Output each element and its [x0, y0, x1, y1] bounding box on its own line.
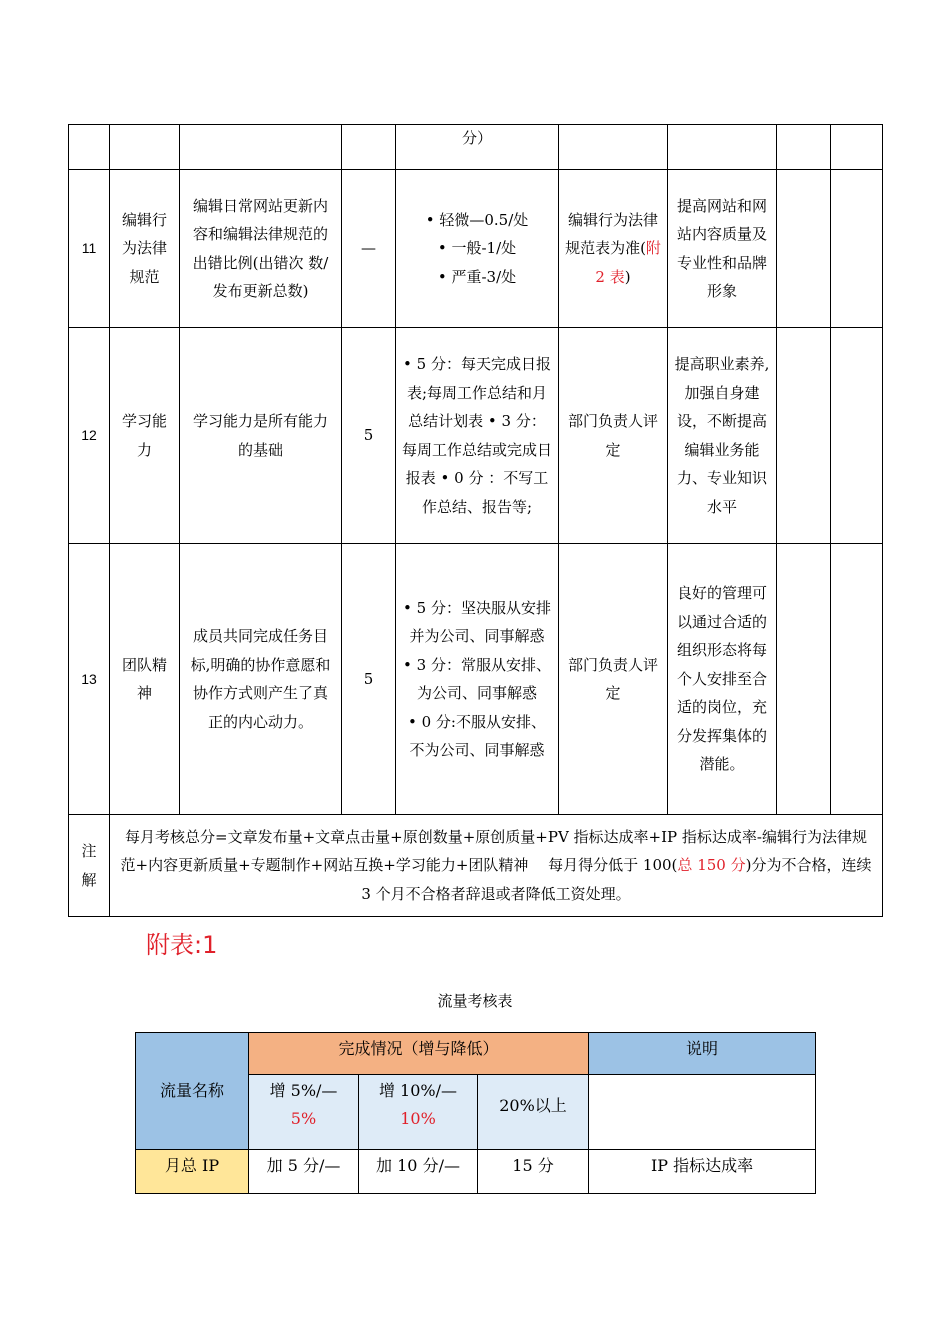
- header-traffic-name: 流量名称: [136, 1033, 249, 1150]
- standard-cell: • 5 分：每天完成日报表;每周工作总结和月总结计划表 • 3 分：每周工作总结或完成日报表 • 0 分 ：不写工作总结、报告等;: [396, 328, 559, 544]
- standard-line: • 一般-1/处: [437, 239, 517, 258]
- sub-header-5-text: 增 5%/—: [269, 1081, 338, 1100]
- cell: [559, 125, 668, 170]
- standard-cell: 分）: [396, 125, 559, 170]
- header-completion: 完成情况（增与降低）: [249, 1033, 589, 1075]
- table-row: [69, 544, 883, 815]
- item-description: 编辑日常网站更新内容和编辑法律规范的出错比例(出错次 数/发布更新总数): [180, 170, 342, 328]
- standard-line: • 严重-3/处: [437, 267, 517, 286]
- row-value: 加 5 分/—: [249, 1150, 359, 1194]
- score: —: [342, 170, 396, 328]
- item-description: 学习能力是所有能力的基础: [180, 328, 342, 544]
- sub-header-10: [359, 1075, 478, 1150]
- sub-header-10-text: 增 10%/—: [378, 1081, 458, 1100]
- cell: [180, 125, 342, 170]
- evaluator: 部门负责人评定: [559, 544, 668, 815]
- sub-header-5: [249, 1075, 359, 1150]
- score: 5: [342, 328, 396, 544]
- standard-line: • 5 分：坚决服从安排并为公司、同事解惑: [403, 598, 551, 645]
- purpose: 提高网站和网站内容质量及专业性和品牌形象: [668, 170, 777, 328]
- item-description: 成员共同完成任务目标,明确的协作意愿和协作方式则产生了真正的内心动力。: [180, 544, 342, 815]
- row-number: 13: [69, 544, 110, 815]
- note-label: 注解: [69, 815, 110, 917]
- standard-cell: [396, 170, 559, 328]
- note-text: [110, 815, 883, 917]
- row-number: 11: [69, 170, 110, 328]
- note-row: [69, 815, 883, 917]
- header-description: 说明: [589, 1033, 816, 1075]
- row-number: 12: [69, 328, 110, 544]
- row-value: 15 分: [478, 1150, 589, 1194]
- standard-cell: [396, 544, 559, 815]
- item-name: 编辑行为法律规范: [110, 170, 180, 328]
- row-name: 月总 IP: [136, 1150, 249, 1194]
- sub-header-10-red: 10%: [400, 1109, 436, 1128]
- standard-line: • 3 分：常服从安排、为公司、同事解惑: [403, 655, 551, 702]
- cell: [110, 125, 180, 170]
- sub-header-5-red: 5%: [290, 1109, 317, 1128]
- evaluation-table: [68, 124, 883, 917]
- table-row: [69, 125, 883, 170]
- cell: [69, 125, 110, 170]
- row-value: 加 10 分/—: [359, 1150, 478, 1194]
- note-text-after: )分为不合格，连续 3 个月不合格者辞退或者降低工资处理。: [361, 856, 872, 903]
- purpose: 良好的管理可以通过合适的组织形态将每个人安排至合适的岗位，充分发挥集体的潜能。: [668, 544, 777, 815]
- cell: [831, 125, 883, 170]
- table-row: [69, 328, 883, 544]
- cell: [831, 328, 883, 544]
- purpose: 提高职业素养,加强自身建设，不断提高编辑业务能力、专业知识水平: [668, 328, 777, 544]
- cell: [589, 1075, 816, 1150]
- evaluator-end: ): [624, 267, 631, 286]
- row-description: IP 指标达成率: [589, 1150, 816, 1194]
- table-row: [69, 170, 883, 328]
- table-caption: 流量考核表: [437, 992, 513, 1010]
- evaluator-cell: [559, 170, 668, 328]
- cell: [831, 170, 883, 328]
- cell: [668, 125, 777, 170]
- standard-line: • 0 分:不服从安排、不为公司、同事解惑: [408, 712, 546, 759]
- cell: [831, 544, 883, 815]
- sub-header-20: 20%以上: [478, 1075, 589, 1150]
- item-name: 学习能力: [110, 328, 180, 544]
- score: 5: [342, 544, 396, 815]
- item-name: 团队精神: [110, 544, 180, 815]
- note-total: 总 150 分: [677, 856, 746, 875]
- traffic-table: [135, 1032, 816, 1194]
- evaluator-reference: 附 2 表: [595, 239, 661, 286]
- cell: [777, 544, 831, 815]
- note-text-before: 每月考核总分=文章发布量+文章点击量+原创数量+原创质量+PV 指标达成率+IP 指标达成率-编辑行为法律规范+内容更新质量+专题制作+网站互换+学习能力+团队精神 每月得分低于 100(: [120, 827, 867, 875]
- cell: [777, 328, 831, 544]
- cell: [777, 125, 831, 170]
- standard-line: • 轻微—0.5/处: [425, 210, 529, 229]
- appendix-title: 附表:1: [146, 931, 218, 959]
- cell: [777, 170, 831, 328]
- table-row: [136, 1033, 816, 1075]
- table-row: [136, 1150, 816, 1194]
- evaluator: 部门负责人评定: [559, 328, 668, 544]
- evaluator-text: 编辑行为法律规范表为准(: [565, 210, 658, 258]
- cell: [342, 125, 396, 170]
